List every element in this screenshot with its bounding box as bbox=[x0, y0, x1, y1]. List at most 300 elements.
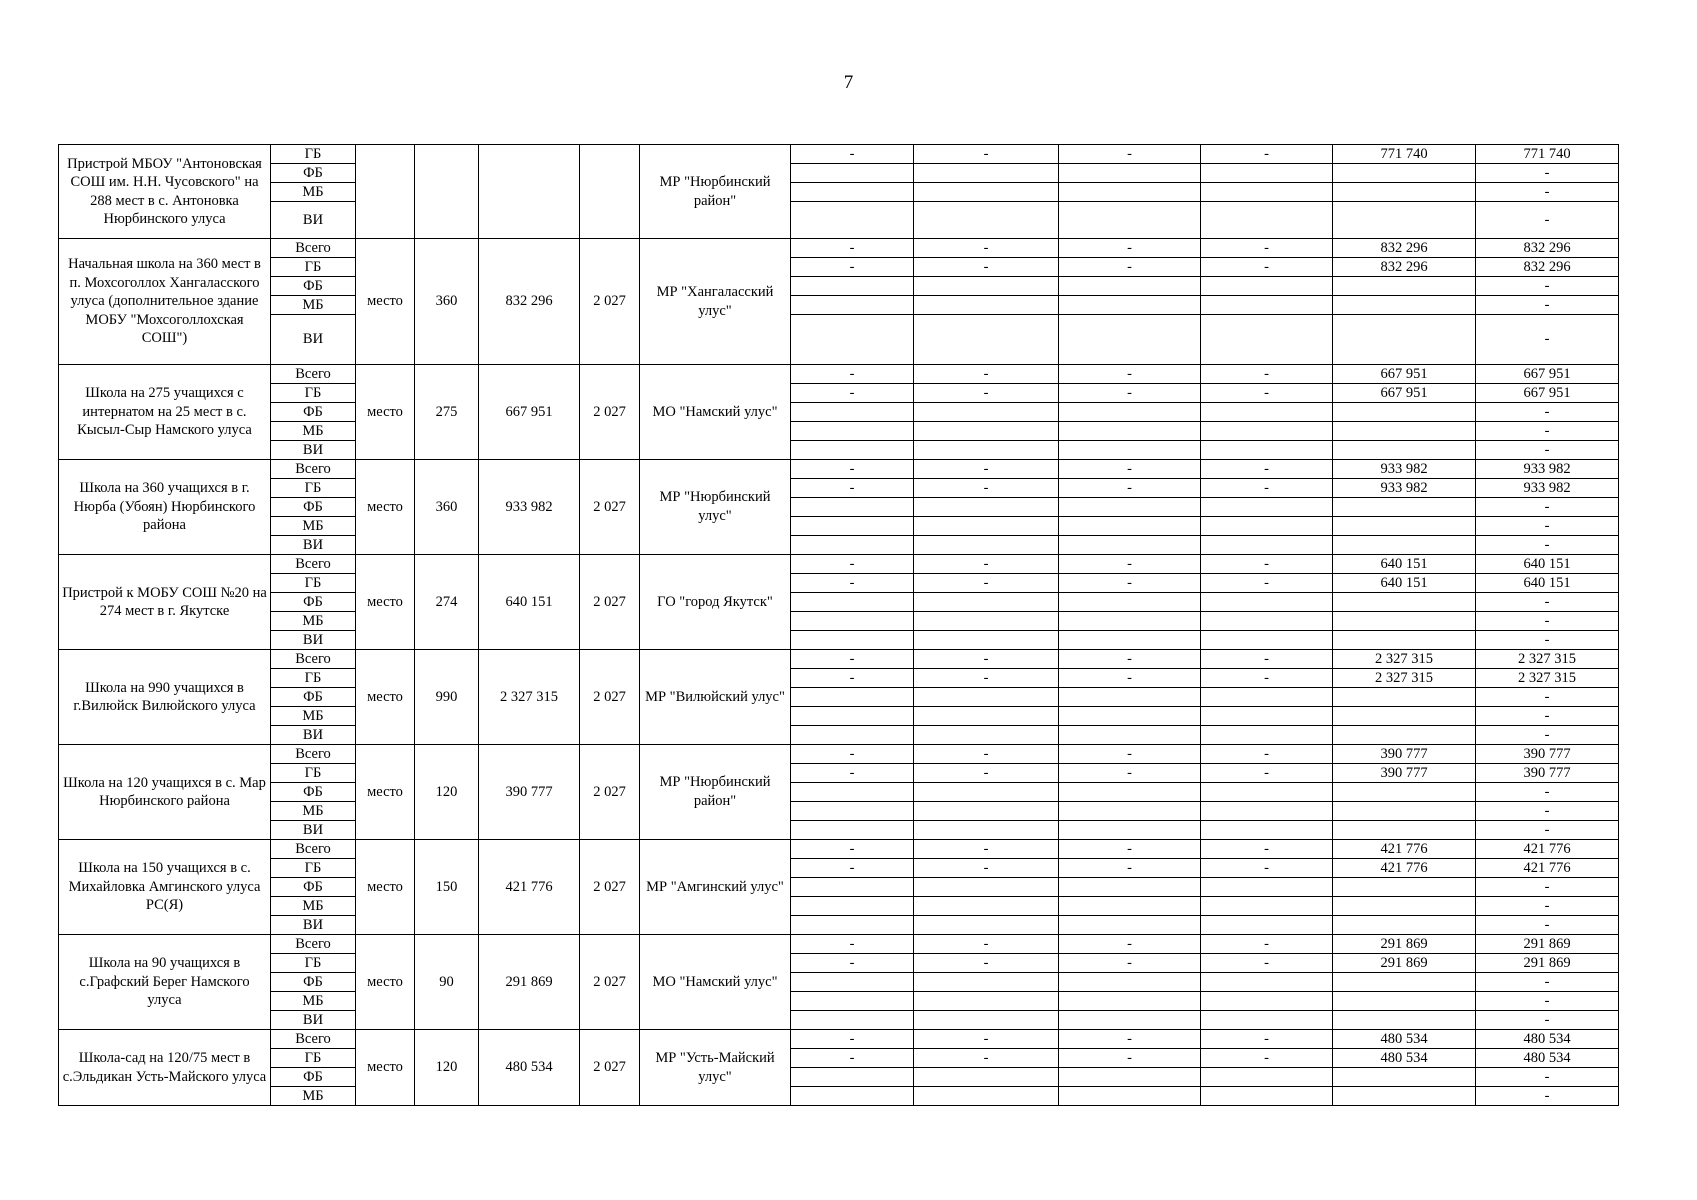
funding-source: МБ bbox=[271, 707, 356, 726]
value-cell bbox=[1059, 277, 1201, 296]
value-cell: - bbox=[1059, 574, 1201, 593]
value-cell bbox=[914, 441, 1059, 460]
year-cell: 2 027 bbox=[580, 365, 640, 460]
value-cell: 291 869 bbox=[1476, 954, 1619, 973]
funding-source: ГБ bbox=[271, 1049, 356, 1068]
value-cell bbox=[1201, 593, 1333, 612]
funding-source: ВИ bbox=[271, 315, 356, 365]
value-cell bbox=[914, 296, 1059, 315]
table-row bbox=[59, 707, 1619, 726]
value-cell: - bbox=[791, 840, 914, 859]
value-cell bbox=[791, 164, 914, 183]
value-cell bbox=[1201, 183, 1333, 202]
funding-source: ГБ bbox=[271, 764, 356, 783]
value-cell bbox=[1059, 536, 1201, 555]
value-cell bbox=[1333, 612, 1476, 631]
value-cell: - bbox=[914, 840, 1059, 859]
value-cell bbox=[1333, 783, 1476, 802]
capacity-cell: 150 bbox=[415, 840, 479, 935]
value-cell bbox=[791, 688, 914, 707]
funding-source: ВИ bbox=[271, 441, 356, 460]
value-cell bbox=[1201, 726, 1333, 745]
table-row bbox=[59, 783, 1619, 802]
value-cell bbox=[1059, 992, 1201, 1011]
table-row bbox=[59, 555, 1619, 574]
value-cell: 832 296 bbox=[1476, 258, 1619, 277]
value-cell bbox=[791, 1011, 914, 1030]
value-cell bbox=[1059, 441, 1201, 460]
value-cell bbox=[1201, 821, 1333, 840]
value-cell bbox=[914, 498, 1059, 517]
funding-source: ВИ bbox=[271, 1011, 356, 1030]
value-cell bbox=[1201, 1087, 1333, 1106]
value-cell: - bbox=[791, 650, 914, 669]
table-row bbox=[59, 764, 1619, 783]
value-cell bbox=[1201, 631, 1333, 650]
unit-cell: место bbox=[356, 840, 415, 935]
table-row bbox=[59, 1049, 1619, 1068]
value-cell bbox=[1059, 403, 1201, 422]
municipality-cell: МР "Хангаласский улус" bbox=[640, 239, 791, 365]
value-cell: 667 951 bbox=[1333, 384, 1476, 403]
table-row bbox=[59, 1011, 1619, 1030]
value-cell: - bbox=[1476, 1011, 1619, 1030]
value-cell bbox=[1059, 802, 1201, 821]
table-body bbox=[59, 145, 1619, 1106]
value-cell bbox=[1201, 441, 1333, 460]
funding-source: ФБ bbox=[271, 593, 356, 612]
table-row bbox=[59, 460, 1619, 479]
municipality-cell: МР "Усть-Майский улус" bbox=[640, 1030, 791, 1106]
table-row bbox=[59, 536, 1619, 555]
unit-cell: место bbox=[356, 650, 415, 745]
value-cell bbox=[1059, 498, 1201, 517]
value-cell: - bbox=[1201, 1030, 1333, 1049]
value-cell: 390 777 bbox=[1333, 764, 1476, 783]
value-cell bbox=[1059, 612, 1201, 631]
value-cell bbox=[1059, 296, 1201, 315]
value-cell: - bbox=[1059, 258, 1201, 277]
value-cell: 771 740 bbox=[1476, 145, 1619, 164]
value-cell: 291 869 bbox=[1476, 935, 1619, 954]
funding-source: МБ bbox=[271, 422, 356, 441]
value-cell bbox=[914, 783, 1059, 802]
table-row bbox=[59, 650, 1619, 669]
value-cell bbox=[1201, 897, 1333, 916]
value-cell bbox=[1059, 1068, 1201, 1087]
value-cell bbox=[1201, 992, 1333, 1011]
value-cell bbox=[1059, 783, 1201, 802]
municipality-cell: МО "Намский улус" bbox=[640, 365, 791, 460]
value-cell bbox=[791, 1087, 914, 1106]
year-cell: 2 027 bbox=[580, 555, 640, 650]
table-row bbox=[59, 277, 1619, 296]
value-cell: - bbox=[791, 239, 914, 258]
value-cell: - bbox=[914, 365, 1059, 384]
table-row bbox=[59, 992, 1619, 1011]
funding-source: ВИ bbox=[271, 202, 356, 239]
value-cell bbox=[791, 973, 914, 992]
value-cell: 480 534 bbox=[1333, 1030, 1476, 1049]
funding-source: ГБ bbox=[271, 859, 356, 878]
value-cell: - bbox=[1476, 422, 1619, 441]
value-cell bbox=[914, 878, 1059, 897]
municipality-cell: МР "Нюрбинский район" bbox=[640, 145, 791, 239]
value-cell: - bbox=[1476, 707, 1619, 726]
value-cell bbox=[1333, 916, 1476, 935]
value-cell: 390 777 bbox=[1476, 764, 1619, 783]
funding-source: МБ bbox=[271, 1087, 356, 1106]
value-cell bbox=[1333, 726, 1476, 745]
value-cell bbox=[1333, 202, 1476, 239]
value-cell bbox=[791, 612, 914, 631]
value-cell bbox=[791, 593, 914, 612]
value-cell: - bbox=[914, 479, 1059, 498]
value-cell: - bbox=[914, 574, 1059, 593]
value-cell bbox=[1059, 821, 1201, 840]
value-cell bbox=[1059, 878, 1201, 897]
cost-cell: 933 982 bbox=[479, 460, 580, 555]
value-cell bbox=[1333, 277, 1476, 296]
value-cell bbox=[1059, 593, 1201, 612]
value-cell bbox=[791, 498, 914, 517]
value-cell: - bbox=[1201, 258, 1333, 277]
municipality-cell: МР "Нюрбинский район" bbox=[640, 745, 791, 840]
capacity-cell: 120 bbox=[415, 745, 479, 840]
cost-cell: 480 534 bbox=[479, 1030, 580, 1106]
table-row bbox=[59, 365, 1619, 384]
funding-source: Всего bbox=[271, 365, 356, 384]
funding-source: Всего bbox=[271, 935, 356, 954]
value-cell bbox=[1059, 916, 1201, 935]
table-row bbox=[59, 878, 1619, 897]
table-row bbox=[59, 745, 1619, 764]
unit-cell: место bbox=[356, 1030, 415, 1106]
funding-source: ФБ bbox=[271, 498, 356, 517]
project-name: Школа на 90 учащихся в с.Графский Берег Намского улуса bbox=[59, 935, 271, 1030]
funding-source: Всего bbox=[271, 460, 356, 479]
value-cell: - bbox=[1201, 840, 1333, 859]
value-cell bbox=[1059, 1087, 1201, 1106]
value-cell: - bbox=[1059, 650, 1201, 669]
table-row bbox=[59, 574, 1619, 593]
value-cell: - bbox=[1476, 916, 1619, 935]
value-cell bbox=[914, 916, 1059, 935]
funding-source: Всего bbox=[271, 1030, 356, 1049]
value-cell: 640 151 bbox=[1476, 555, 1619, 574]
value-cell: - bbox=[1059, 669, 1201, 688]
project-name: Пристрой МБОУ "Антоновская СОШ им. Н.Н. Чусовского" на 288 мест в с. Антоновка Нюрбинского улуса bbox=[59, 145, 271, 239]
funding-source: ГБ bbox=[271, 258, 356, 277]
value-cell bbox=[1333, 707, 1476, 726]
value-cell: - bbox=[914, 460, 1059, 479]
value-cell bbox=[1333, 593, 1476, 612]
value-cell: - bbox=[1059, 764, 1201, 783]
value-cell: - bbox=[1476, 441, 1619, 460]
table-row bbox=[59, 164, 1619, 183]
value-cell: - bbox=[1059, 145, 1201, 164]
value-cell bbox=[1059, 315, 1201, 365]
value-cell: - bbox=[1059, 460, 1201, 479]
value-cell: 421 776 bbox=[1333, 840, 1476, 859]
funding-source: ФБ bbox=[271, 277, 356, 296]
value-cell bbox=[1201, 707, 1333, 726]
value-cell: - bbox=[791, 935, 914, 954]
value-cell: - bbox=[1476, 802, 1619, 821]
value-cell: - bbox=[1201, 479, 1333, 498]
funding-source: ФБ bbox=[271, 164, 356, 183]
table-row bbox=[59, 384, 1619, 403]
value-cell: - bbox=[1059, 384, 1201, 403]
value-cell: - bbox=[791, 745, 914, 764]
funding-source: ФБ bbox=[271, 783, 356, 802]
value-cell bbox=[914, 202, 1059, 239]
funding-source: МБ bbox=[271, 992, 356, 1011]
table-row bbox=[59, 296, 1619, 315]
value-cell: - bbox=[1201, 764, 1333, 783]
value-cell bbox=[791, 821, 914, 840]
year-cell bbox=[580, 145, 640, 239]
funding-source: ВИ bbox=[271, 726, 356, 745]
value-cell: - bbox=[791, 384, 914, 403]
value-cell: 667 951 bbox=[1333, 365, 1476, 384]
value-cell bbox=[914, 726, 1059, 745]
table-row bbox=[59, 422, 1619, 441]
capacity-cell: 120 bbox=[415, 1030, 479, 1106]
value-cell bbox=[1333, 164, 1476, 183]
cost-cell: 667 951 bbox=[479, 365, 580, 460]
value-cell: - bbox=[1476, 202, 1619, 239]
value-cell: - bbox=[1476, 315, 1619, 365]
value-cell bbox=[914, 707, 1059, 726]
value-cell: - bbox=[791, 145, 914, 164]
value-cell bbox=[914, 517, 1059, 536]
value-cell bbox=[1201, 916, 1333, 935]
value-cell: - bbox=[914, 555, 1059, 574]
value-cell bbox=[791, 726, 914, 745]
funding-source: Всего bbox=[271, 840, 356, 859]
funding-source: МБ bbox=[271, 517, 356, 536]
value-cell: - bbox=[791, 365, 914, 384]
value-cell bbox=[1201, 688, 1333, 707]
value-cell bbox=[1333, 897, 1476, 916]
value-cell: - bbox=[1476, 593, 1619, 612]
value-cell: - bbox=[1476, 783, 1619, 802]
funding-source: Всего bbox=[271, 555, 356, 574]
capacity-cell: 360 bbox=[415, 460, 479, 555]
value-cell: - bbox=[914, 239, 1059, 258]
value-cell bbox=[1201, 612, 1333, 631]
value-cell: - bbox=[1476, 498, 1619, 517]
value-cell bbox=[791, 707, 914, 726]
value-cell bbox=[1201, 403, 1333, 422]
value-cell: - bbox=[914, 935, 1059, 954]
funding-source: ФБ bbox=[271, 688, 356, 707]
value-cell: - bbox=[1476, 277, 1619, 296]
value-cell bbox=[1333, 631, 1476, 650]
value-cell: - bbox=[914, 1049, 1059, 1068]
cost-cell: 832 296 bbox=[479, 239, 580, 365]
unit-cell bbox=[356, 145, 415, 239]
value-cell bbox=[914, 688, 1059, 707]
funding-source: ГБ bbox=[271, 574, 356, 593]
project-name: Школа на 360 учащихся в г. Нюрба (Убоян) Нюрбинского района bbox=[59, 460, 271, 555]
value-cell bbox=[914, 277, 1059, 296]
table-row bbox=[59, 935, 1619, 954]
project-name: Школа-сад на 120/75 мест в с.Эльдикан Усть-Майского улуса bbox=[59, 1030, 271, 1106]
value-cell bbox=[914, 403, 1059, 422]
project-name: Школа на 990 учащихся в г.Вилюйск Вилюйского улуса bbox=[59, 650, 271, 745]
value-cell bbox=[1333, 688, 1476, 707]
value-cell: 390 777 bbox=[1333, 745, 1476, 764]
value-cell bbox=[1059, 517, 1201, 536]
value-cell bbox=[791, 1068, 914, 1087]
value-cell: - bbox=[1201, 460, 1333, 479]
value-cell: - bbox=[914, 669, 1059, 688]
value-cell: - bbox=[1201, 650, 1333, 669]
value-cell: - bbox=[1476, 992, 1619, 1011]
capacity-cell: 360 bbox=[415, 239, 479, 365]
value-cell: 667 951 bbox=[1476, 365, 1619, 384]
value-cell: - bbox=[1201, 384, 1333, 403]
value-cell: - bbox=[1201, 859, 1333, 878]
value-cell: 832 296 bbox=[1476, 239, 1619, 258]
year-cell: 2 027 bbox=[580, 935, 640, 1030]
value-cell bbox=[1333, 973, 1476, 992]
funding-source: ФБ bbox=[271, 878, 356, 897]
value-cell bbox=[1333, 441, 1476, 460]
year-cell: 2 027 bbox=[580, 650, 640, 745]
value-cell bbox=[1333, 296, 1476, 315]
value-cell: 421 776 bbox=[1476, 840, 1619, 859]
value-cell: - bbox=[1476, 973, 1619, 992]
table-row bbox=[59, 669, 1619, 688]
table-row bbox=[59, 802, 1619, 821]
value-cell bbox=[914, 992, 1059, 1011]
table-row bbox=[59, 897, 1619, 916]
cost-cell: 640 151 bbox=[479, 555, 580, 650]
value-cell bbox=[791, 403, 914, 422]
value-cell: - bbox=[791, 1030, 914, 1049]
value-cell bbox=[1059, 707, 1201, 726]
value-cell bbox=[1201, 878, 1333, 897]
value-cell: 2 327 315 bbox=[1476, 650, 1619, 669]
value-cell bbox=[1059, 1011, 1201, 1030]
value-cell: 771 740 bbox=[1333, 145, 1476, 164]
value-cell bbox=[791, 631, 914, 650]
value-cell: - bbox=[1476, 612, 1619, 631]
financing-table bbox=[58, 144, 1619, 1106]
value-cell: - bbox=[1059, 935, 1201, 954]
table-row bbox=[59, 973, 1619, 992]
value-cell bbox=[1059, 688, 1201, 707]
municipality-cell: МР "Нюрбинский улус" bbox=[640, 460, 791, 555]
value-cell bbox=[1333, 878, 1476, 897]
value-cell bbox=[1333, 1011, 1476, 1030]
value-cell bbox=[914, 536, 1059, 555]
funding-source: МБ bbox=[271, 612, 356, 631]
municipality-cell: ГО "город Якутск" bbox=[640, 555, 791, 650]
value-cell: - bbox=[1059, 745, 1201, 764]
value-cell bbox=[791, 878, 914, 897]
value-cell bbox=[1059, 897, 1201, 916]
capacity-cell: 275 bbox=[415, 365, 479, 460]
value-cell: - bbox=[914, 650, 1059, 669]
value-cell: 832 296 bbox=[1333, 239, 1476, 258]
cost-cell: 291 869 bbox=[479, 935, 580, 1030]
value-cell: 640 151 bbox=[1476, 574, 1619, 593]
municipality-cell: МР "Амгинский улус" bbox=[640, 840, 791, 935]
value-cell bbox=[791, 802, 914, 821]
funding-source: ФБ bbox=[271, 403, 356, 422]
value-cell: - bbox=[1476, 296, 1619, 315]
value-cell bbox=[914, 315, 1059, 365]
value-cell: - bbox=[1476, 878, 1619, 897]
value-cell: 2 327 315 bbox=[1333, 650, 1476, 669]
funding-source: Всего bbox=[271, 650, 356, 669]
value-cell: 667 951 bbox=[1476, 384, 1619, 403]
table-row bbox=[59, 954, 1619, 973]
value-cell: - bbox=[1476, 1087, 1619, 1106]
value-cell bbox=[1201, 164, 1333, 183]
funding-source: МБ bbox=[271, 897, 356, 916]
funding-source: МБ bbox=[271, 296, 356, 315]
value-cell bbox=[1201, 802, 1333, 821]
value-cell bbox=[914, 612, 1059, 631]
value-cell bbox=[1201, 973, 1333, 992]
value-cell bbox=[1059, 183, 1201, 202]
value-cell: - bbox=[1059, 1030, 1201, 1049]
value-cell: 832 296 bbox=[1333, 258, 1476, 277]
value-cell: 291 869 bbox=[1333, 935, 1476, 954]
table-row bbox=[59, 479, 1619, 498]
value-cell bbox=[791, 517, 914, 536]
project-name: Школа на 275 учащихся с интернатом на 25 мест в с. Кысыл-Сыр Намского улуса bbox=[59, 365, 271, 460]
value-cell bbox=[1333, 536, 1476, 555]
value-cell bbox=[791, 536, 914, 555]
value-cell: - bbox=[791, 764, 914, 783]
value-cell bbox=[791, 897, 914, 916]
value-cell: 2 327 315 bbox=[1476, 669, 1619, 688]
table-row bbox=[59, 1030, 1619, 1049]
value-cell: - bbox=[914, 1030, 1059, 1049]
funding-source: МБ bbox=[271, 802, 356, 821]
table-row bbox=[59, 593, 1619, 612]
value-cell: - bbox=[1201, 239, 1333, 258]
value-cell bbox=[1333, 498, 1476, 517]
value-cell: 640 151 bbox=[1333, 555, 1476, 574]
table-row bbox=[59, 631, 1619, 650]
table-row bbox=[59, 145, 1619, 164]
value-cell: 2 327 315 bbox=[1333, 669, 1476, 688]
value-cell: - bbox=[1059, 479, 1201, 498]
unit-cell: место bbox=[356, 239, 415, 365]
value-cell: - bbox=[1201, 145, 1333, 164]
table-row bbox=[59, 202, 1619, 239]
value-cell bbox=[791, 315, 914, 365]
value-cell: 480 534 bbox=[1333, 1049, 1476, 1068]
value-cell bbox=[1201, 1068, 1333, 1087]
value-cell bbox=[1333, 821, 1476, 840]
funding-source: ФБ bbox=[271, 973, 356, 992]
value-cell bbox=[791, 202, 914, 239]
value-cell bbox=[1333, 1087, 1476, 1106]
value-cell bbox=[914, 973, 1059, 992]
table-row bbox=[59, 859, 1619, 878]
funding-source: ГБ bbox=[271, 954, 356, 973]
project-name: Школа на 120 учащихся в с. Мар Нюрбинского района bbox=[59, 745, 271, 840]
value-cell: - bbox=[1201, 669, 1333, 688]
